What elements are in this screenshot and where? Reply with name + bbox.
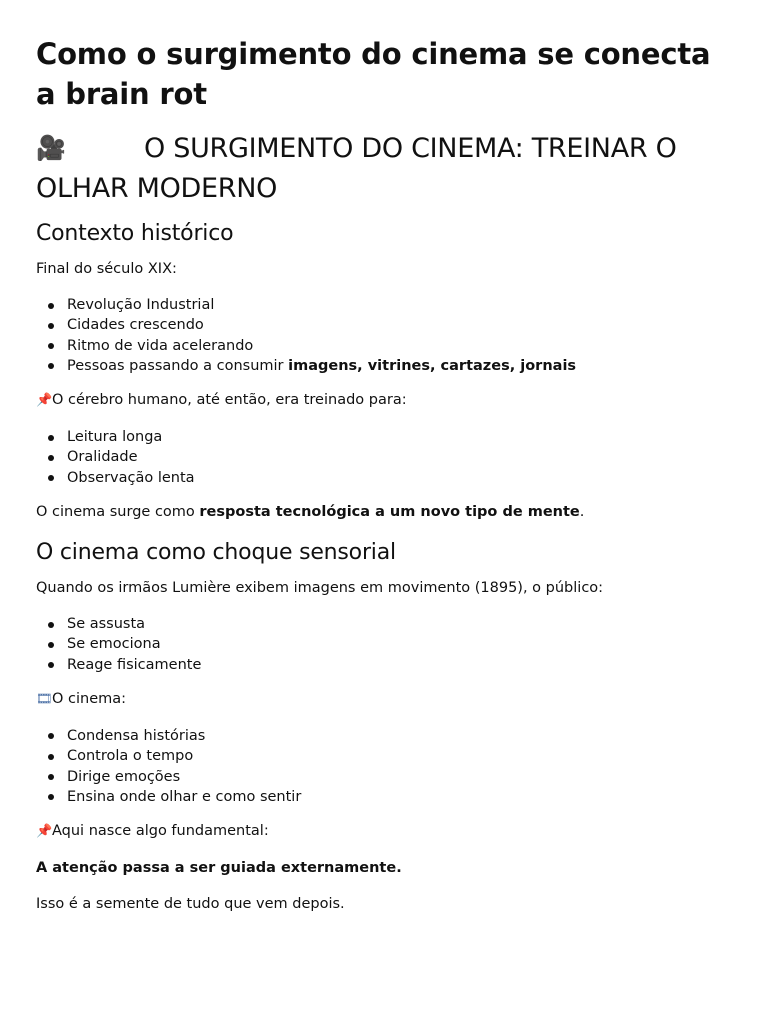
attention-statement <box>36 858 732 878</box>
bullet-icon <box>48 794 54 800</box>
trained-note: 📌O cérebro humano, até então, era treinado para: <box>36 390 732 411</box>
bullet-icon <box>48 754 54 760</box>
shock-heading: O cinema como choque sensorial <box>36 540 396 566</box>
list-item: Ritmo de vida acelerando <box>67 336 732 356</box>
list-item: Se emociona <box>67 634 732 654</box>
bullet-icon <box>48 642 54 648</box>
bullet-icon <box>48 435 54 441</box>
bullet-icon <box>48 774 54 780</box>
cinema-label: 🎞O cinema: <box>36 689 732 710</box>
bullet-icon <box>48 662 54 668</box>
pushpin-icon: 📌 <box>36 393 53 409</box>
list-item: Cidades crescendo <box>67 315 732 335</box>
context-list <box>36 295 732 376</box>
seed-statement: Isso é a semente de tudo que vem depois. <box>36 896 345 913</box>
pushpin-icon: 📌 <box>36 824 53 840</box>
context-heading: Contexto histórico <box>36 221 234 246</box>
list-item: Oralidade <box>67 447 732 467</box>
list-item: Ensina onde olhar e como sentir <box>67 787 732 807</box>
shock-intro: Quando os irmãos Lumière exibem imagens em movimento (1895), o público: <box>36 580 604 597</box>
bullet-icon <box>48 323 54 329</box>
context-conclusion: O cinema surge como resposta tecnológica a um novo tipo de mente. <box>36 504 585 521</box>
bullet-icon <box>48 475 54 481</box>
cinema-list <box>36 726 732 807</box>
reactions-list <box>36 614 732 675</box>
bullet-icon <box>48 343 54 349</box>
section-heading-text: O SURGIMENTO DO CINEMA: TREINAR O OLHAR MODERNO <box>36 133 677 204</box>
list-item: Condensa histórias <box>67 726 732 746</box>
list-item: Leitura longa <box>67 427 732 447</box>
bold-text: imagens, vitrines, cartazes, jornais <box>288 357 577 374</box>
bold-text: A atenção passa a ser guiada externamente. <box>36 860 402 877</box>
list-item: Reage fisicamente <box>67 655 732 675</box>
page-title: Como o surgimento do cinema se conecta a brain rot <box>36 37 711 111</box>
list-item: Observação lenta <box>67 468 732 488</box>
bullet-icon <box>48 455 54 461</box>
list-item: Se assusta <box>67 614 732 634</box>
film-frames-icon: 🎞 <box>36 691 53 707</box>
section-heading <box>36 128 732 209</box>
list-item: Pessoas passando a consumir imagens, vitrines, cartazes, jornais <box>67 356 732 376</box>
movie-camera-icon: 🎥 <box>36 134 66 162</box>
bold-text: resposta tecnológica a um novo tipo de mente <box>199 504 580 521</box>
list-item: Dirige emoções <box>67 767 732 787</box>
bullet-icon <box>48 733 54 739</box>
fundamental-note: 📌Aqui nasce algo fundamental: <box>36 821 732 842</box>
context-intro: Final do século XIX: <box>36 261 177 277</box>
bullet-icon <box>48 622 54 628</box>
trained-list <box>36 427 732 488</box>
bullet-icon <box>48 363 54 369</box>
bullet-icon <box>48 303 54 309</box>
list-item: Controla o tempo <box>67 746 732 766</box>
list-item: Revolução Industrial <box>67 295 732 315</box>
